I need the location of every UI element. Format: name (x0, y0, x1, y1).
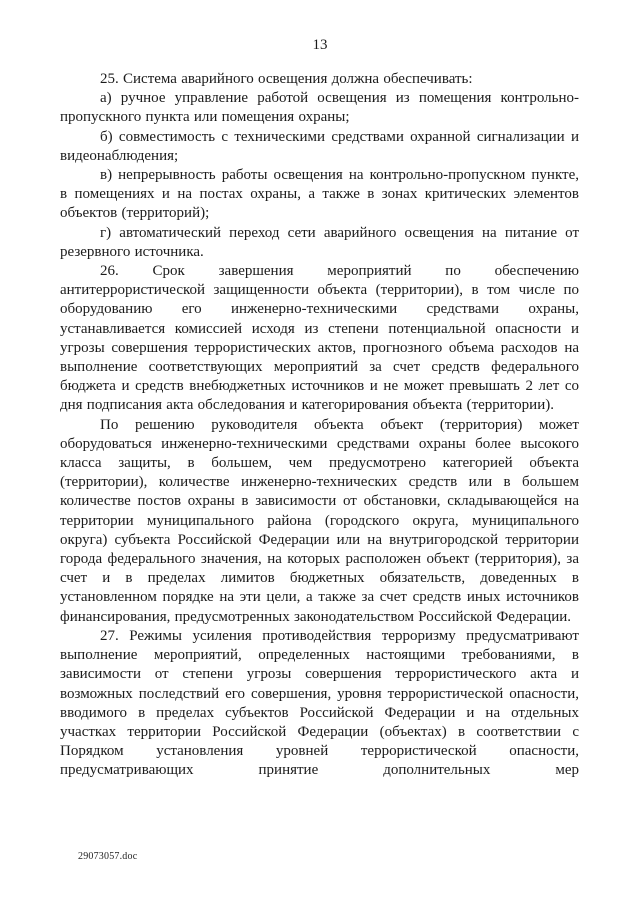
footer-filename: 29073057.doc (78, 851, 138, 862)
paragraph-25-item-v: в) непрерывность работы освещения на контрольно-пропускном пункте, в помещениях и на постах охраны, а также в зонах критических элементов объектов (территорий); (60, 167, 579, 222)
paragraph-25-item-g: г) автоматический переход сети аварийного освещения на питание от резервного источника. (60, 224, 579, 260)
paragraph-27: 27. Режимы усиления противодействия терроризму предусматривают выполнение мероприятий, определенных настоящими требованиями, в зависимости от степени угрозы совершения террористического акта и возможных последствий его совершения, уровня террористической опасности, вводимого в пределах субъектов Российской Федерации и на отдельных участках территории Российской Федерации (объектах) в соответствии с Порядком установления уровней террористической опасности, предусматривающих принятие дополнительных мер (60, 627, 579, 779)
paragraph-25-item-b: б) совместимость с техническими средствами охранной сигнализации и видеонаблюдения; (60, 128, 579, 164)
paragraph-25-item-a: а) ручное управление работой освещения из помещения контрольно-пропускного пункта или помещения охраны; (60, 90, 579, 126)
paragraph-26: 26. Срок завершения мероприятий по обеспечению антитеррористической защищенности объекта (территории), в том числе по оборудованию его инженерно-техническими средствами охраны, устанавливается комиссией исходя из степени потенциальной опасности и угрозы совершения террористических актов, прогнозного объема расходов на выполнение соответствующих мероприятий за счет средств федерального бюджета и средств внебюджетных источников и не может превышать 2 лет со дня подписания акта обследования и категорирования объекта (территории). (60, 263, 579, 414)
document-body (60, 70, 579, 781)
paragraph-25-intro: 25. Система аварийного освещения должна обеспечивать: (100, 71, 473, 87)
paragraph-26-continuation: По решению руководителя объекта объект (территория) может оборудоваться инженерно-техническими средствами охраны более высокого класса защиты, в большем, чем предусмотрено категорией объекта (территории), количестве инженерно-технических средств или в большем количестве постов охраны в зависимости от обстановки, складывающейся на территории муниципального района (городского округа, муниципального округа) субъекта Российской Федерации или на внутригородской территории города федерального значения, на которых расположен объект (территория), за счет и в пределах лимитов бюджетных обязательств, доведенных в установленном порядке на эти цели, а также за счет средств иных источников финансирования, предусмотренных законодательством Российской Федерации. (60, 416, 579, 625)
page-number: 13 (312, 37, 328, 53)
